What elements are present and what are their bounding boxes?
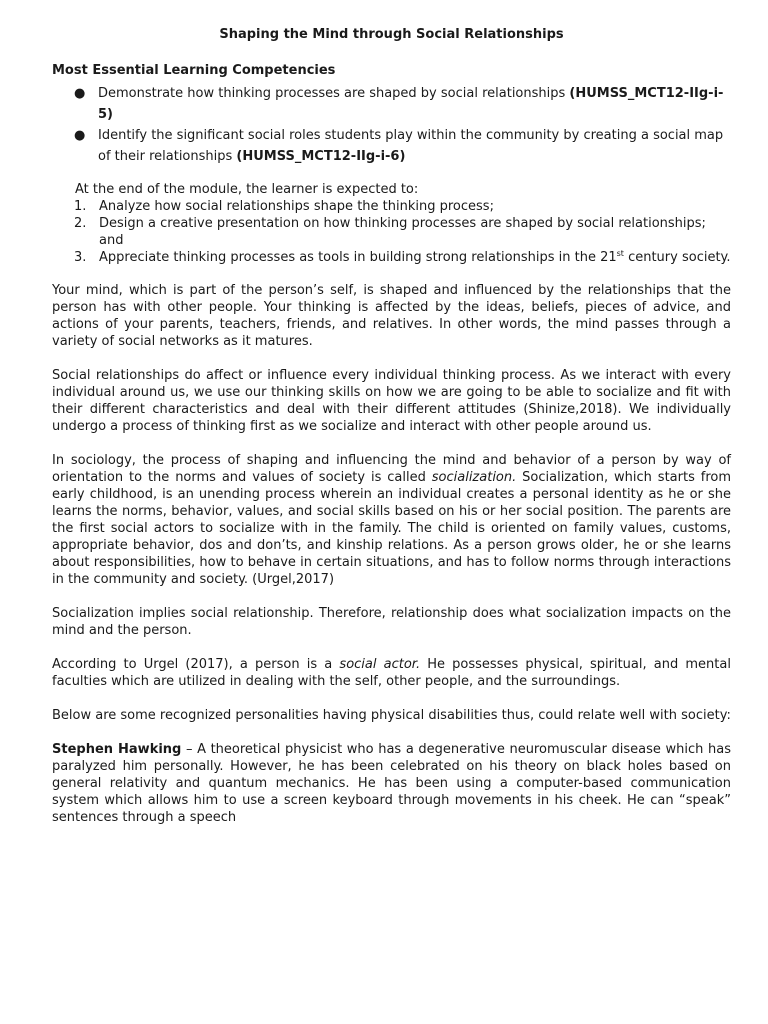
- paragraph: Your mind, which is part of the person’s self, is shaped and influenced by the relationships that the person has with other people. Your thinking is affected by the ideas, beliefs, pieces of advice, and actions of your parents, teachers, friends, and relatives. In other words, the mind passes through a variety of social networks as it matures.: [52, 283, 731, 349]
- objective-text: Appreciate thinking processes as tools in building strong relationships in the 21: [99, 250, 617, 265]
- paragraph-text: According to Urgel (2017), a person is a: [52, 657, 340, 672]
- list-item: [52, 125, 731, 167]
- list-item: [52, 83, 731, 125]
- list-number: 2.: [74, 216, 87, 231]
- competency-text: Demonstrate how thinking processes are shaped by social relationships: [98, 86, 570, 101]
- paragraph-text: Socialization, which starts from early childhood, is an unending process wherein an individual creates a personal identity as he or she learns the norms, behavior, values, and social skills based on his or her social position. The parents are the first social actors to socialize with in the family. The child is oriented on family values, customs, appropriate behavior, dos and don’ts, and kinship relations. As a person grows older, he or she learns about responsibilities, how to behave in certain situations, and has to follow norms through interactions in the community and society. (Urgel,2017): [52, 470, 731, 587]
- paragraph: Below are some recognized personalities having physical disabilities thus, could relate well with society:: [52, 708, 731, 723]
- bullet-icon: ●: [74, 128, 86, 143]
- ordinal-suffix: st: [616, 249, 624, 258]
- paragraph: [52, 656, 731, 690]
- competency-code: (HUMSS_MCT12-IIg-i-5): [98, 86, 724, 122]
- paragraph: [52, 452, 731, 588]
- paragraph: [52, 741, 731, 826]
- bullet-icon: ●: [74, 86, 86, 101]
- list-item: [52, 249, 731, 266]
- term-socialization: socialization.: [431, 470, 517, 485]
- objectives-list: [52, 198, 731, 266]
- list-item: [52, 215, 731, 249]
- objective-text: Analyze how social relationships shape the thinking process;: [99, 199, 494, 214]
- list-item: [52, 198, 731, 215]
- competencies-list: [52, 83, 731, 167]
- objective-text: Design a creative presentation on how thinking processes are shaped by social relationships; and: [99, 216, 706, 248]
- list-number: 1.: [74, 199, 87, 214]
- competencies-heading: Most Essential Learning Competencies: [52, 63, 336, 78]
- paragraph: Socialization implies social relationship. Therefore, relationship does what socialization impacts on the mind and the person.: [52, 606, 731, 638]
- page-title: Shaping the Mind through Social Relationships: [219, 27, 564, 42]
- paragraph: Social relationships do affect or influence every individual thinking process. As we interact with every individual around us, we use our thinking skills on how we are going to be able to socialize and fit with their different characteristics and deal with their different attitudes (Shinize,2018). We individually undergo a process of thinking first as we socialize and interact with other people around us.: [52, 368, 731, 434]
- person-name: Stephen Hawking: [52, 742, 182, 757]
- paragraph-text: In sociology, the process of shaping and influencing the mind and behavior of a person by way of orientation to the norms and values of society is called: [52, 453, 731, 485]
- paragraph-text: – A theoretical physicist who has a degenerative neuromuscular disease which has paralyzed him personally. However, he has been celebrated on his theory on black holes based on general relativity and quantum mechanics. He has been using a computer-based communication system which allows him to use a screen keyboard through movements in his cheek. He can “speak” sentences through a speech: [52, 742, 731, 825]
- objective-text-end: century society.: [623, 250, 731, 265]
- competency-code: (HUMSS_MCT12-IIg-i-6): [236, 149, 406, 164]
- list-number: 3.: [74, 250, 87, 265]
- document-page: [52, 26, 731, 843]
- term-social-actor: social actor.: [339, 657, 421, 672]
- objectives-intro: At the end of the module, the learner is expected to:: [75, 182, 419, 197]
- paragraph-text: He possesses physical, spiritual, and mental faculties which are utilized in dealing with the self, other people, and the surroundings.: [52, 657, 731, 689]
- competency-text: Identify the significant social roles students play within the community by creating a social map of their relationships: [98, 128, 724, 164]
